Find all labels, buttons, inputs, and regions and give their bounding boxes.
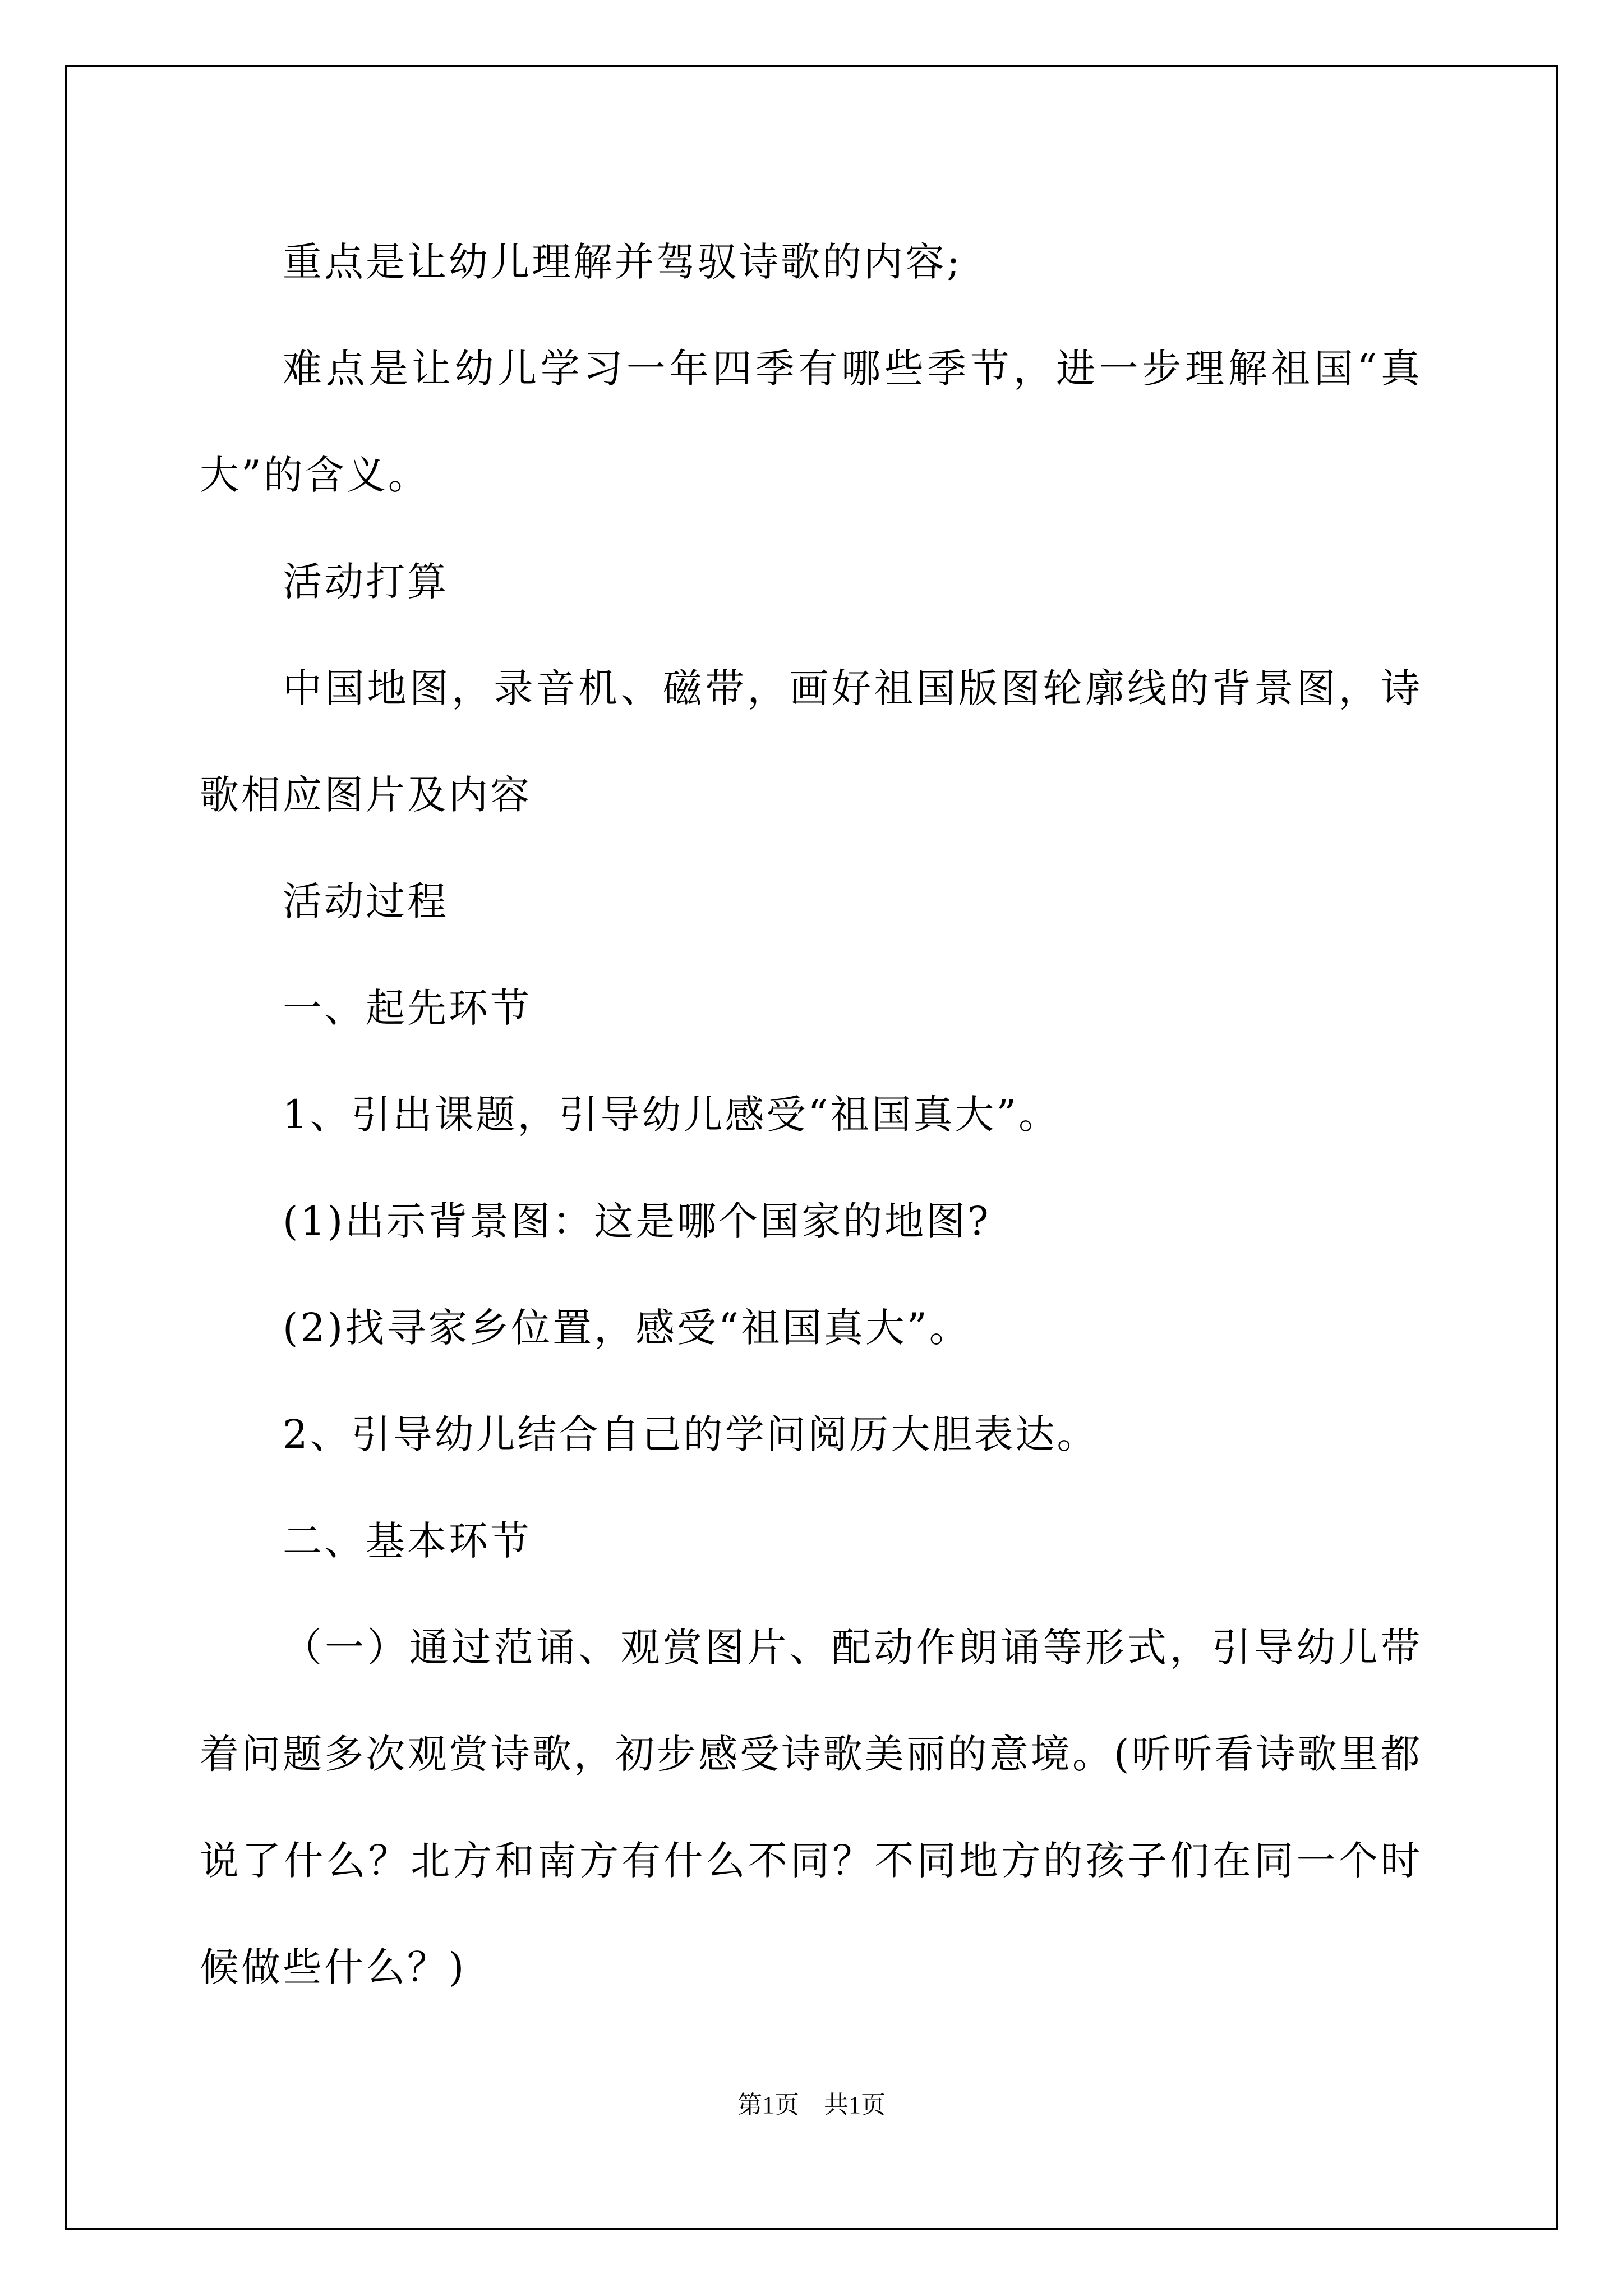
paragraph-key-point: 重点是让幼儿理解并驾驭诗歌的内容;: [283, 239, 962, 285]
heading-section-two: 二、基本环节: [283, 1518, 532, 1564]
heading-section-one: 一、起先环节: [283, 985, 532, 1031]
paragraph-step-1: 1、引出课题，引导幼儿感受“祖国真大”。: [283, 1092, 1061, 1138]
paragraph-materials: 中国地图，录音机、磁带，画好祖国版图轮廓线的背景图，诗歌相应图片及内容: [200, 665, 1422, 818]
page-number-footer: 第1页 共1页: [737, 2091, 886, 2119]
document-body: [200, 209, 1422, 2021]
paragraph-step-1-1: (1)出示背景图：这是哪个国家的地图?: [283, 1198, 991, 1244]
paragraph-basic-step-one: （一）通过范诵、观赏图片、配动作朗诵等形式，引导幼儿带着问题多次观赏诗歌，初步感受诗歌美丽的意境。(听听看诗歌里都说了什么？北方和南方有什么不同？不同地方的孩子们在同一个时候做些什么？): [200, 1625, 1422, 1990]
heading-activity-preparation: 活动打算: [283, 559, 449, 605]
paragraph-step-2: 2、引导幼儿结合自己的学问阅历大胆表达。: [283, 1411, 1099, 1457]
paragraph-step-1-2: (2)找寻家乡位置，感受“祖国真大”。: [283, 1305, 971, 1351]
paragraph-difficulty: 难点是让幼儿学习一年四季有哪些季节，进一步理解祖国“真大”的含义。: [200, 346, 1422, 498]
heading-activity-process: 活动过程: [283, 878, 449, 924]
